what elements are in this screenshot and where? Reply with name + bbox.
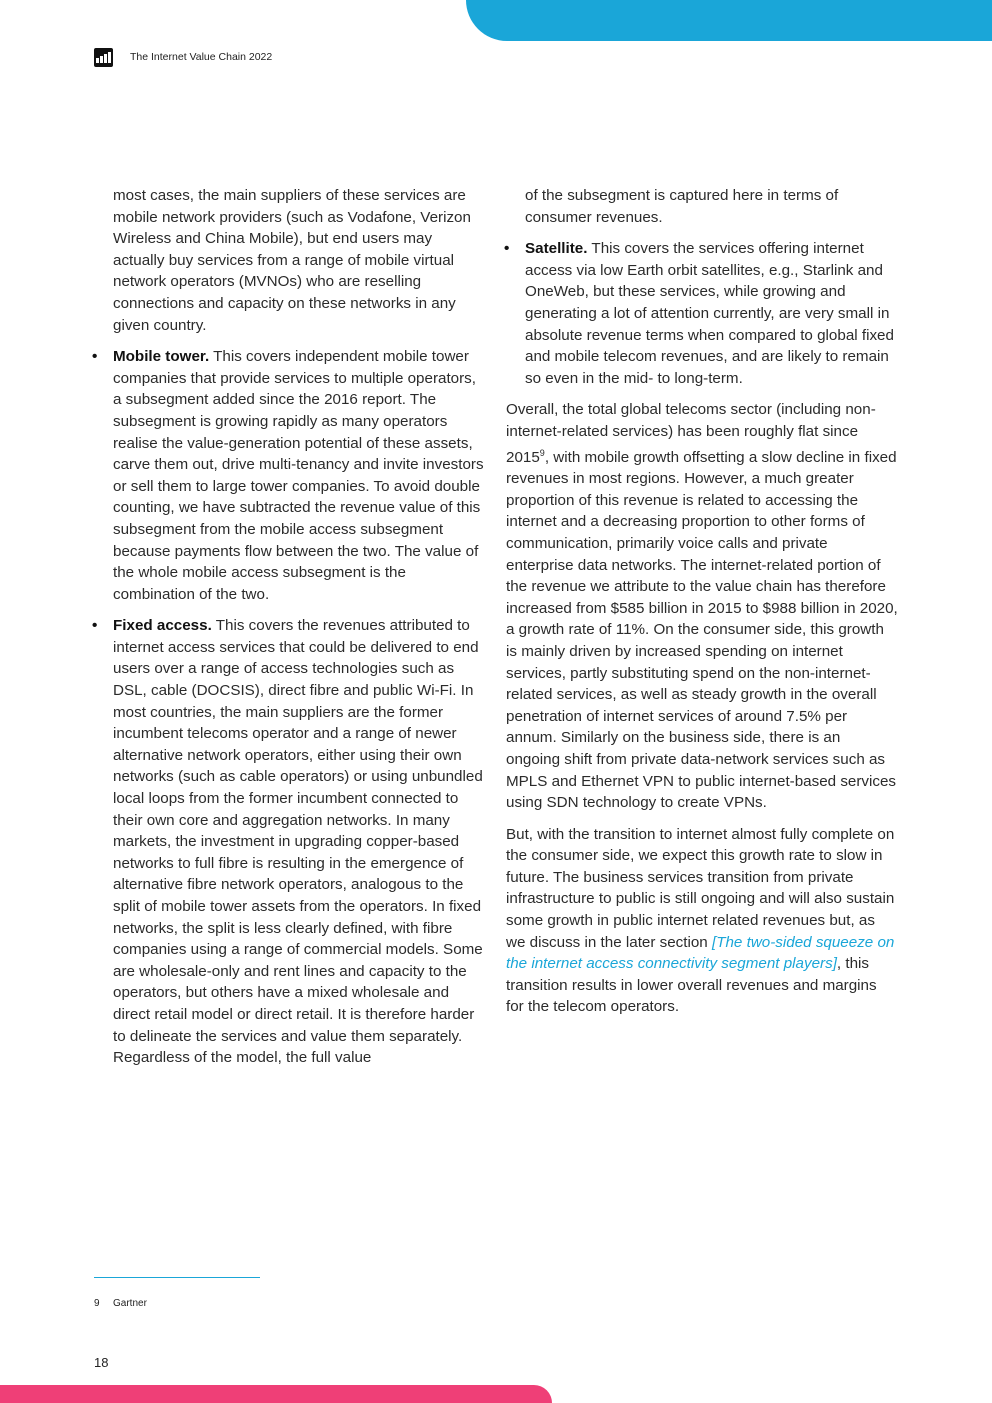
page-number: 18 [94,1355,109,1370]
section-link[interactable]: [The two-sided squeeze on the internet access connectivity segment players] [506,933,895,973]
bullet-text: This covers the revenues attributed to internet access services that could be delivered to end users over a range of access technologies such as DSL, cable (DOCSIS), direct fibre and public Wi-Fi. In most countries, the main suppliers are the former incumbent telecoms operator and a range of newer alternative network operators, either using their own networks (such as cable operators) or using unbundled local loops from the former incumbent connected to their own core and aggregation networks. In many markets, the investment in upgrading copper-based networks to full fibre is resulting in the emergence of alternative fibre network operators, analogous to the split of mobile tower assets from the operators. In fixed networks, the split is less clearly defined, with fibre companies using a range of commercial models. Some are wholesale-only and rent lines and capacity to the operators, but others have a mixed wholesale and direct retail model or direct retail. It is therefore harder to delineate the services and value them separately. Regardless of the model, the full value [113,617,483,1067]
bullet-dot-icon: • [92,348,98,366]
top-decorative-tab [466,0,992,41]
continued-bullet-text [506,185,898,228]
bullet-mobile-tower [94,346,486,605]
bullet-title: Mobile tower. [113,348,210,366]
left-column [94,185,486,1079]
bullet-title: Satellite. [525,240,588,258]
bullet-title: Fixed access. [113,617,212,635]
footnote-number: 9 [94,1298,100,1309]
continued-text: most cases, the main suppliers of these services are mobile network providers (such as Vodafone, Verizon Wireless and China Mobile), but end users may actually buy services from a range of mobile virtual network operators (MVNOs) who are reselling connections and capacity on these networks in any given country. [113,187,471,334]
header-title: The Internet Value Chain 2022 [130,51,273,63]
footnote-divider [94,1277,260,1278]
bullet-text: This covers the services offering internet access via low Earth orbit satellites, e.g., Starlink and OneWeb, but these services, while growing and generating a lot of attention currently, are very small in absolute revenue terms when compared to global fixed and mobile telecom revenues, and are likely to remain so even in the mid- to long-term. [525,240,894,387]
paragraph-text: Overall, the total global telecoms sector (including non-internet-related services) has been roughly flat since 2015 [506,401,876,466]
paragraph-text: , with mobile growth offsetting a slow decline in fixed revenues in most regions. However, a much greater proportion of this revenue is related to accessing the internet and a decreasing proportion to other forms of communication, primarily voice calls and private enterprise data networks. The internet-related portion of the revenue we attribute to the value chain has therefore increased from $585 billion in 2015 to $988 billion in 2020, a growth rate of 11%. On the consumer side, this growth is mainly driven by increased spending on internet services, partly substituting spend on the non-internet-related services, as well as steady growth in the overall penetration of internet services of around 7.5% per annum. Similarly on the business side, there is an ongoing shift from private data-network services such as MPLS and Ethernet VPN to public internet-based services using SDN technology to create VPNs. [506,448,898,812]
bullet-fixed-access [94,615,486,1068]
continued-bullet-text [94,185,486,336]
bullet-dot-icon: • [92,617,98,635]
bullet-dot-icon: • [504,240,510,258]
footnote [94,1298,147,1309]
paragraph-telecoms-overall [506,399,898,813]
bullet-satellite [506,238,898,389]
bottom-decorative-bar [0,1385,552,1403]
footnote-reference[interactable]: 9 [539,447,545,458]
bullet-text: This covers independent mobile tower companies that provide services to multiple operators, a subsegment added since the 2016 report. The subsegment is growing rapidly as many operators realise the value-generation potential of these assets, carve them out, drive multi-tenancy and invite investors or sell them to large tower companies. To avoid double counting, we have subtracted the revenue value of this subsegment from the mobile access subsegment because payments flow between the two. The value of the whole mobile access subsegment is the combination of the two. [113,348,484,603]
right-column [506,185,898,1028]
paragraph-transition [506,824,898,1018]
continued-text: of the subsegment is captured here in terms of consumer revenues. [525,187,839,226]
paragraph-text: , this transition results in lower overall revenues and margins for the telecom operators. [506,955,877,1016]
footnote-text: Gartner [113,1298,147,1309]
paragraph-text: But, with the transition to internet almost fully complete on the consumer side, we expect this growth rate to slow in future. The business services transition from private infrastructure to public is still ongoing and will also sustain some growth in public internet related revenues but, as we discuss in the later section [506,825,895,951]
report-logo-icon [94,48,113,67]
